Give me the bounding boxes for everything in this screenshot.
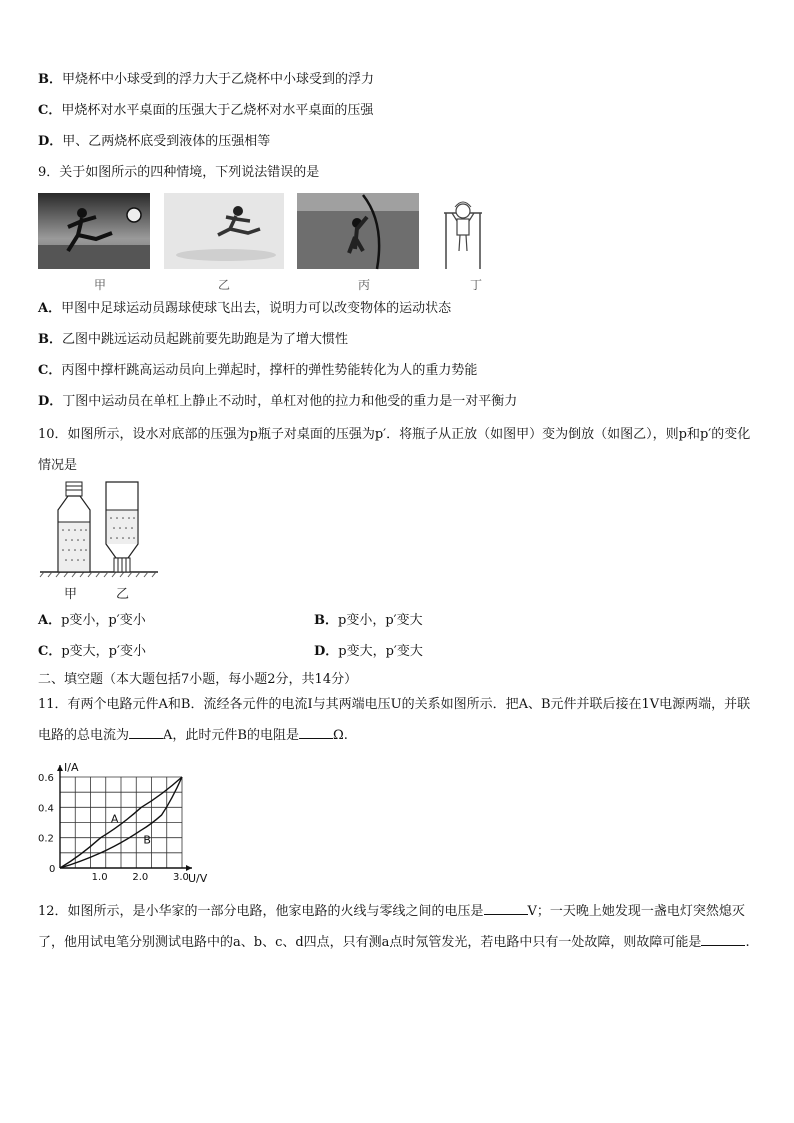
bottle-caption-yi: 乙: [116, 587, 130, 602]
option-letter: C．: [38, 103, 62, 118]
bottle-diagram: [38, 478, 160, 602]
option-letter: B．: [38, 332, 62, 347]
q9-option-c: [38, 363, 477, 379]
q11-stem: [38, 689, 760, 751]
q12-stem: [38, 896, 760, 958]
option-text: p变大，p′变小: [61, 644, 146, 659]
chart-grid: [60, 777, 182, 868]
q11-text-2: A，此时元件B的电阻是: [163, 728, 299, 743]
x-tick-label: 1.0: [91, 872, 108, 883]
soccer-player-photo: [38, 193, 150, 269]
q11-text-3: Ω.: [332, 728, 348, 743]
x-axis-arrow: [186, 865, 192, 871]
pole-vault-photo: [297, 193, 419, 269]
option-text: 丙图中撑杆跳高运动员向上弹起时，撑杆的弹性势能转化为人的重力势能: [61, 363, 478, 378]
caption-yi: 乙: [218, 278, 231, 292]
option-letter: B．: [314, 613, 338, 628]
caption-ding: 丁: [470, 278, 483, 292]
x-tick-label: 3.0: [173, 872, 189, 883]
section-header: 二、填空题（本大题包括7小题，每小题2分，共14分）: [38, 672, 358, 687]
option-letter: D．: [38, 134, 63, 149]
caption-bing: 丙: [358, 278, 371, 292]
x-axis-label: U/V: [188, 872, 208, 885]
option-text: p变大，p′变大: [338, 644, 423, 659]
q9-option-b: [38, 332, 348, 348]
q11-blank-2[interactable]: [299, 726, 333, 739]
option-text: 甲图中足球运动员踢球使球飞出去，说明力可以改变物体的运动状态: [61, 301, 452, 316]
option-letter: D．: [38, 394, 63, 409]
q8-option-b: [38, 72, 374, 88]
option-text: p变小，p′变大: [338, 613, 423, 628]
caption-jia: 甲: [94, 278, 107, 292]
q10-option-c: [38, 644, 146, 660]
y-tick-label: 0.4: [38, 803, 54, 815]
series-label-A: A: [110, 812, 119, 826]
option-text: p变小，p′变小: [61, 613, 146, 628]
option-letter: A．: [38, 301, 62, 316]
q8-option-d: [38, 134, 270, 150]
option-letter: D．: [314, 644, 339, 659]
option-letter: B．: [38, 72, 62, 87]
series-label-B: B: [143, 833, 151, 847]
horizontal-bar-drawing: [440, 193, 486, 269]
y-tick-label: 0.2: [38, 833, 54, 845]
q10-option-b: [314, 613, 423, 629]
option-text: 丁图中运动员在单杠上静止不动时，单杠对他的拉力和他受的重力是一对平衡力: [62, 394, 518, 409]
long-jump-photo: [164, 193, 284, 269]
option-letter: C．: [38, 363, 62, 378]
option-text: 甲烧杯对水平桌面的压强大于乙烧杯对水平桌面的压强: [61, 103, 374, 118]
q11-text-1: 11．有两个电路元件A和B．流经各元件的电流I与其两端电压U的关系如图所示．把A、B元件并联后接在1V电源两端，并联电路的总电流为: [38, 697, 751, 743]
option-text: 甲烧杯中小球受到的浮力大于乙烧杯中小球受到的浮力: [62, 72, 375, 87]
q12-text-2: V；一天晚上她发现一盏电灯突然熄灭了，他用试电笔分别测试电路中的a、b、c、d四点，只有测a点时氖管发光，若电路中只有一处故障，则故障可能是: [38, 904, 745, 950]
option-letter: A．: [38, 613, 62, 628]
bottle-caption-jia: 甲: [64, 587, 78, 602]
x-tick-label: 2.0: [132, 872, 149, 883]
q10-option-a: [38, 613, 146, 629]
q9-stem: 9．关于如图所示的四种情境，下列说法错误的是: [38, 165, 320, 180]
q9-option-a: [38, 301, 451, 317]
option-letter: C．: [38, 644, 62, 659]
q10-option-d: [314, 644, 423, 660]
q9-option-d: [38, 394, 517, 410]
q12-blank-1[interactable]: [484, 902, 528, 915]
q8-option-c: [38, 103, 373, 119]
q11-blank-1[interactable]: [129, 726, 163, 739]
iv-chart: [30, 755, 208, 890]
q12-text-3: .: [745, 935, 750, 950]
option-text: 甲、乙两烧杯底受到液体的压强相等: [62, 134, 271, 149]
option-text: 乙图中跳远运动员起跳前要先助跑是为了增大惯性: [62, 332, 349, 347]
q10-stem: 10．如图所示，设水对底部的压强为p瓶子对桌面的压强为p′．将瓶子从正放（如图甲）变为倒放（如图乙），则p和p′的变化情况是: [38, 427, 751, 473]
y-axis-arrow: [57, 765, 63, 771]
y-tick-label: 0.6: [38, 773, 54, 784]
q12-text-1: 12．如图所示，是小华家的一部分电路，他家电路的火线与零线之间的电压是: [38, 904, 484, 919]
origin-label: 0: [49, 864, 56, 875]
chart-axes: [57, 765, 192, 871]
y-axis-label: I/A: [64, 761, 79, 774]
q12-blank-2[interactable]: [701, 933, 745, 946]
